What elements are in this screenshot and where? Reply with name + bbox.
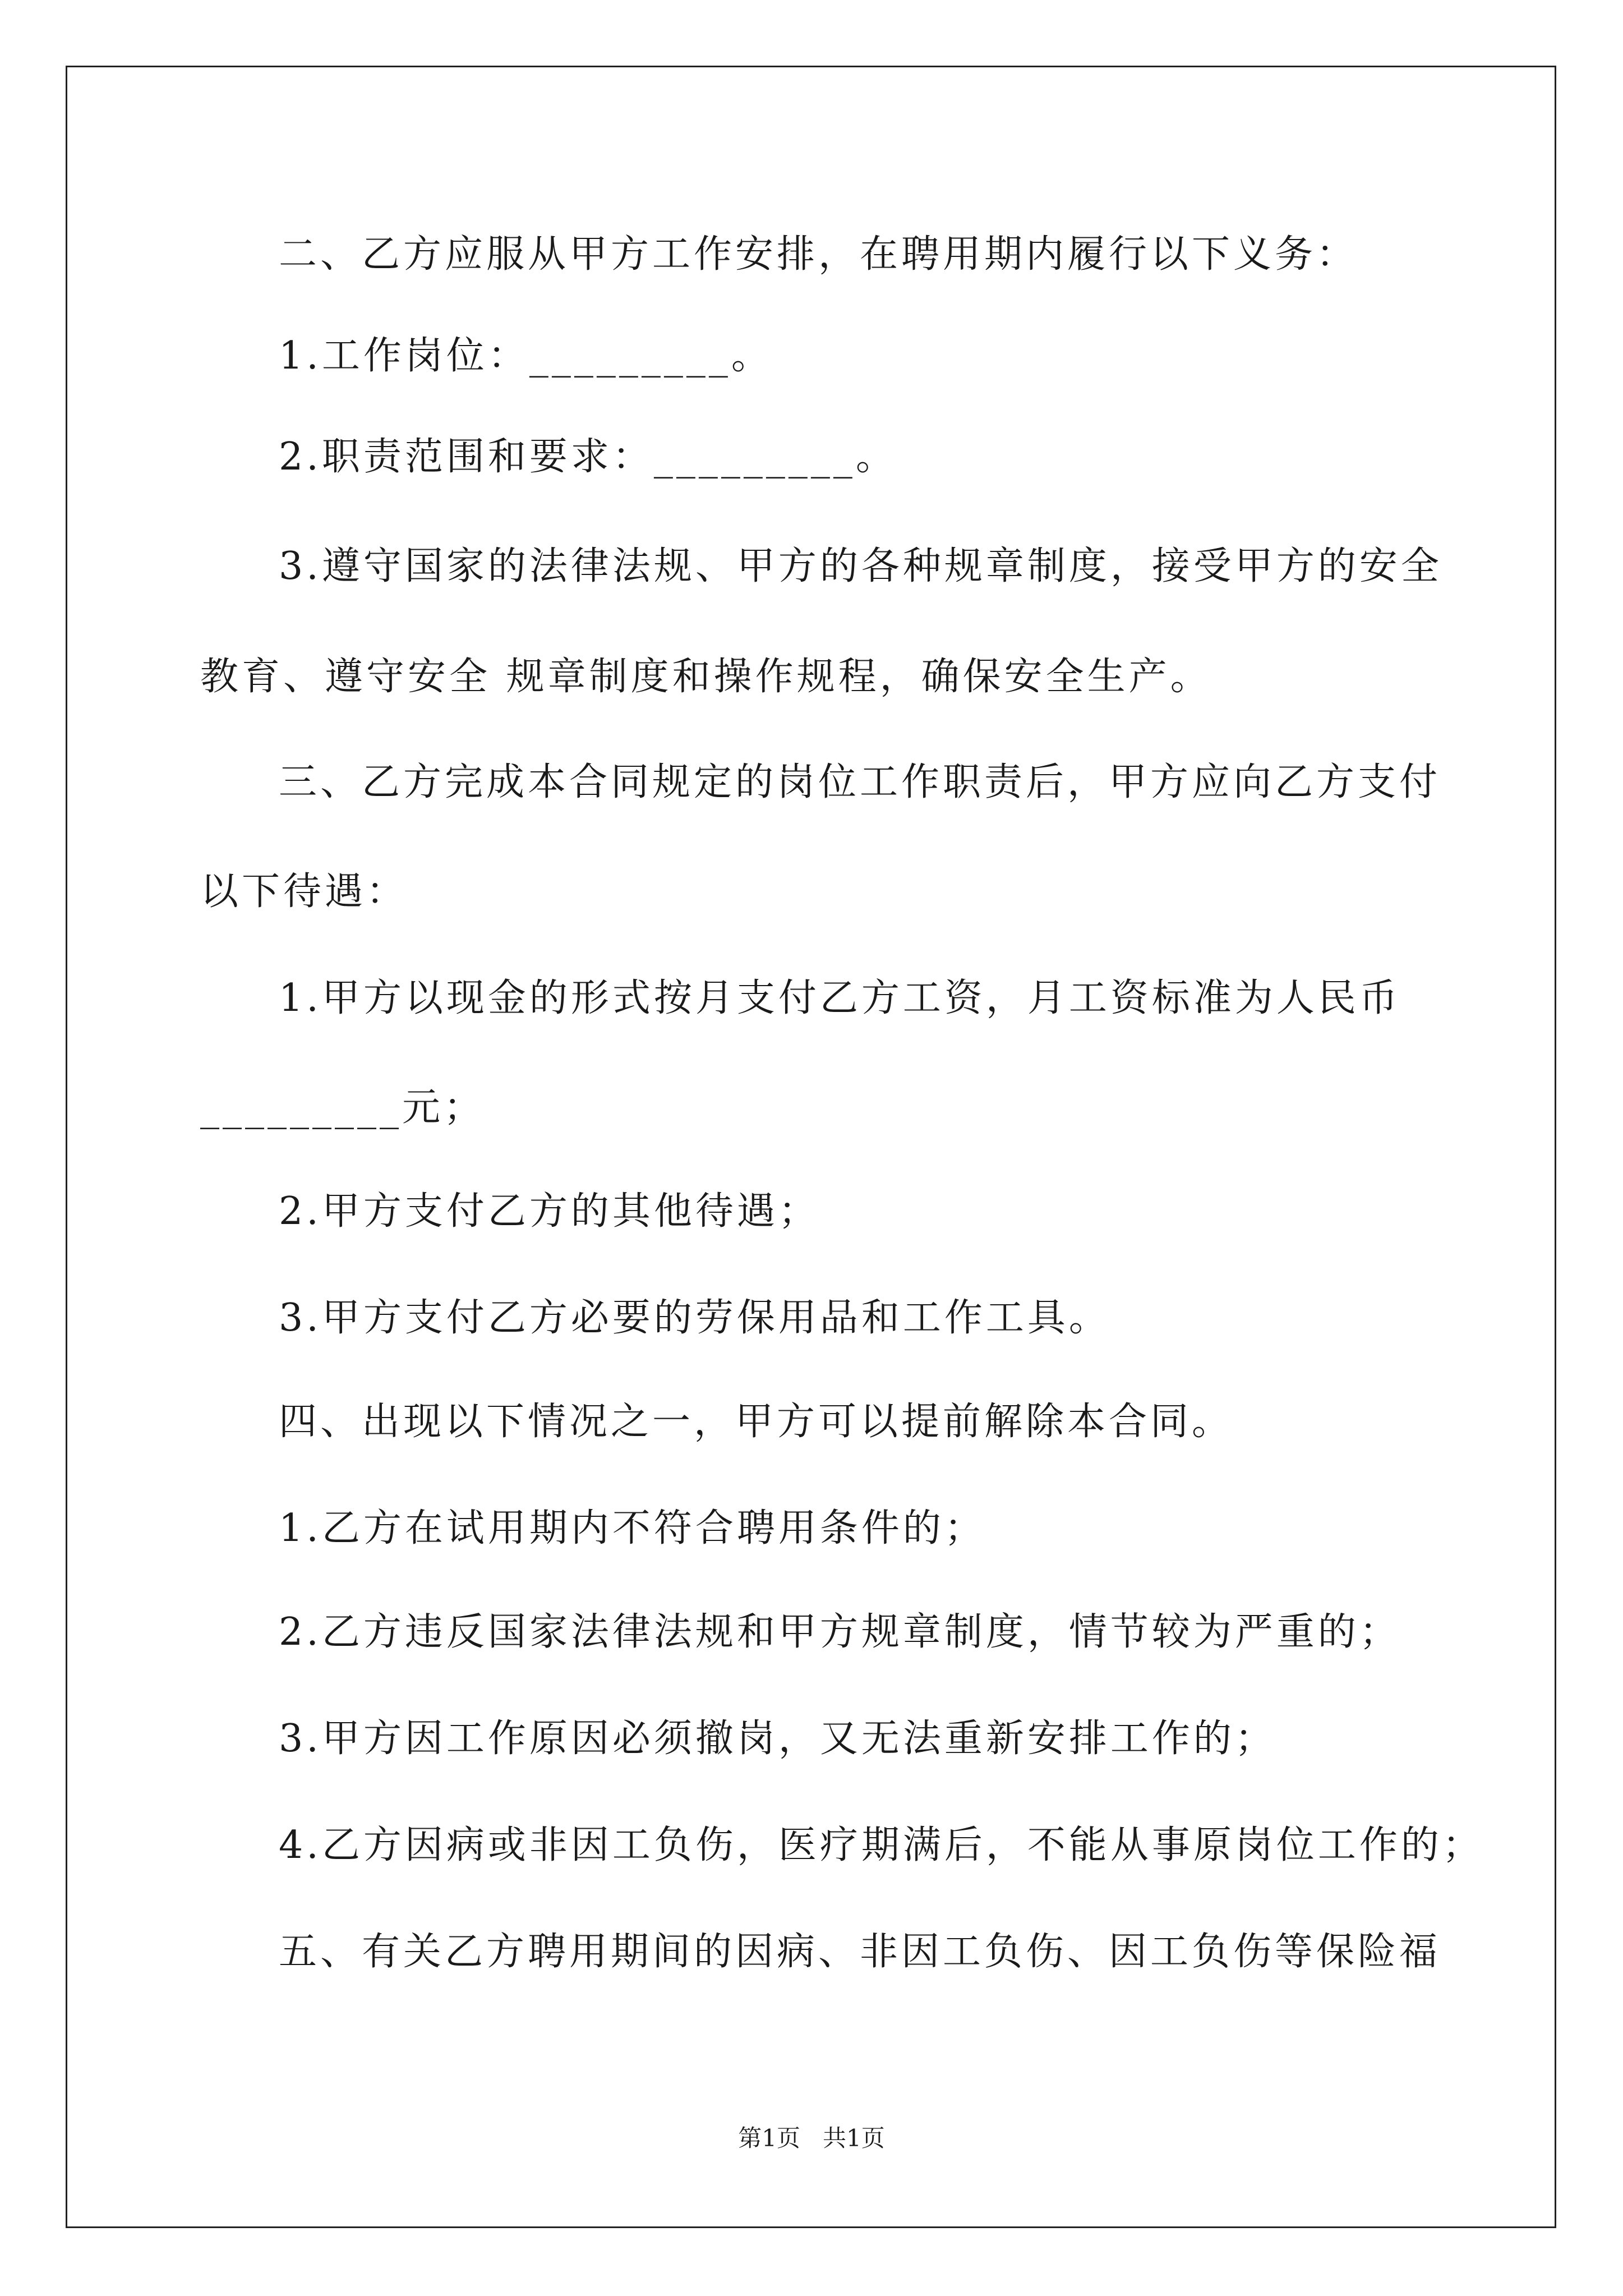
clause-4-1: 1.乙方在试用期内不符合聘用条件的； xyxy=(279,1506,986,1550)
clause-3-1: 1.甲方以现金的形式按月支付乙方工资，月工资标准为人民币 xyxy=(279,976,1401,1020)
clause-4-2: 2.乙方违反国家法律法规和甲方规章制度，情节较为严重的； xyxy=(279,1610,1401,1654)
clause-4-4: 4.乙方因病或非因工负伤，医疗期满后，不能从事原岗位工作的； xyxy=(279,1823,1484,1867)
clause-2-2: 2.职责范围和要求：_________。 xyxy=(279,435,897,479)
section-4-heading: 四、出现以下情况之一，甲方可以提前解除本合同。 xyxy=(279,1400,1234,1444)
section-3-heading-continued: 以下待遇： xyxy=(200,869,408,914)
clause-2-3: 3.遵守国家的法律法规、甲方的各种规章制度，接受甲方的安全 xyxy=(279,544,1442,588)
section-3-heading: 三、乙方完成本合同规定的岗位工作职责后，甲方应向乙方支付 xyxy=(279,760,1441,804)
page-number-footer: 第1页 共1页 xyxy=(738,2124,885,2152)
clause-3-1-continued: _________元； xyxy=(200,1085,486,1130)
section-5-heading: 五、有关乙方聘用期间的因病、非因工负伤、因工负伤等保险福 xyxy=(279,1930,1441,1974)
page-border xyxy=(66,66,1556,2228)
clause-4-3: 3.甲方因工作原因必须撤岗，又无法重新安排工作的； xyxy=(279,1717,1276,1761)
clause-2-3-continued: 教育、遵守安全 规章制度和操作规程，确保安全生产。 xyxy=(200,655,1212,699)
clause-3-2: 2.甲方支付乙方的其他待遇； xyxy=(279,1189,820,1234)
clause-3-3: 3.甲方支付乙方必要的劳保用品和工作工具。 xyxy=(279,1296,1110,1340)
clause-2-1: 1.工作岗位：_________。 xyxy=(279,334,773,378)
section-2-heading: 二、乙方应服从甲方工作安排，在聘用期内履行以下义务： xyxy=(279,232,1358,277)
